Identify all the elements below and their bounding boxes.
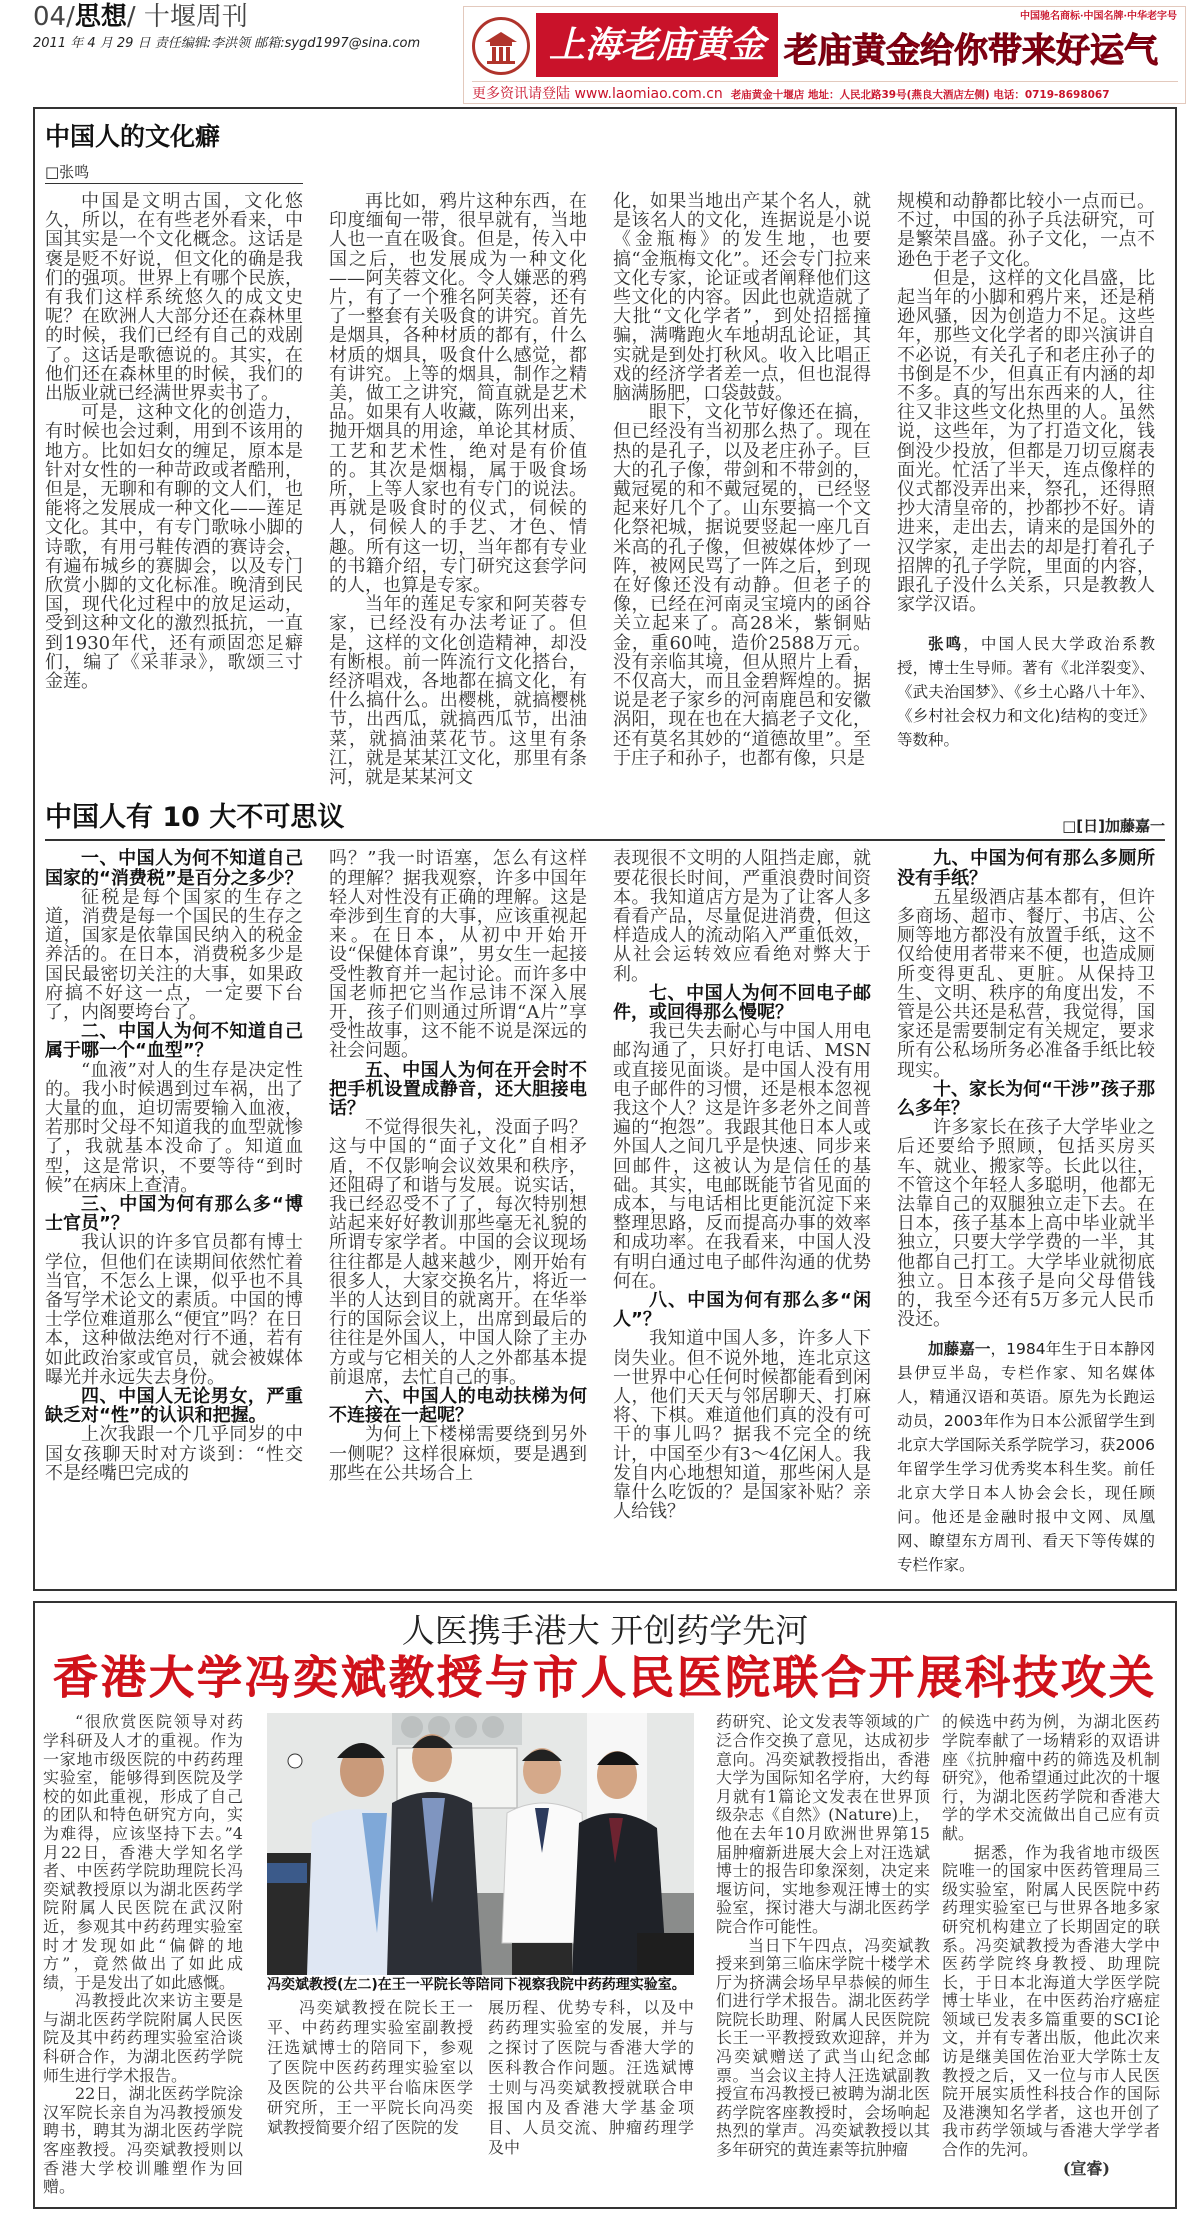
paragraph: (宣睿) <box>1062 2158 1110 2178</box>
page-number: 04/ <box>33 2 75 32</box>
section-heading: 一、中国人为何不知道自己国家的“消费税”是百分之多少？ <box>45 848 303 889</box>
temple-logo-icon <box>472 17 530 75</box>
article-column <box>613 192 871 768</box>
paragraph: 药研究、论文发表等领域的广泛合作交换了意见，达成初步意向。冯奕斌教授指出，香港大学为国际知名学府，大约每月就有1篇论文发表在世界顶级杂志《自然》(Nature)上，他在去年10月欧洲世界第15届肿瘤新进展大会上对汪选斌博士的报告印象深刻，决定来堰访问，实地参观汪博士的实验室，探讨港大与湖北医药学院合作可能性。 <box>716 1712 930 1936</box>
bio-text: ，中国人民大学政治系教授，博士生导师。著有《北洋裂变》、《武夫治国梦》、《乡土心路八十年》、《乡村社会权力和文化)结构的变迁》等数种。 <box>897 635 1155 750</box>
author-bio <box>897 1337 1155 1577</box>
article-column <box>43 1713 243 2196</box>
article-column <box>942 1713 1160 2178</box>
bio-name: 加藤嘉一 <box>928 1340 991 1359</box>
dateline: 2011 年 4 月 29 日 责任编辑:李洪领 邮箱:sygd1997@sina.com <box>33 36 421 51</box>
article-author: □[日]加藤嘉一 <box>1062 817 1165 836</box>
ad-website-link[interactable]: 更多资讯请登陆 www.laomiao.com.cn <box>472 86 723 102</box>
paragraph: 的候选中药为例，为湖北医药学院奉献了一场精彩的双语讲座《抗肿瘤中药的筛选及机制研究》，他希望通过此次的十堰行，为湖北医药学院和香港大学的学术交流做出自己应有贡献。 <box>942 1712 1160 1843</box>
paragraph: 征税是每个国家的生存之道，消费是每一个国民的生存之道，国家是依靠国民纳入的税金养活的。在日本，消费税多少是国民最密切关注的大事，如果政府搞不好这一点，一定要下台了，内阁要垮台了。 <box>45 886 303 1023</box>
paragraph: 我已失去耐心与中国人用电邮沟通了，只好打电话、MSN或直接见面谈。是中国人没有用电子邮件的习惯，还是根本忽视我这个人？这是许多老外之间普遍的“抱怨”。我跟其他日本人或外国人之间几乎是快速、同步来回邮件，这被认为是信任的基础。其实，电邮既能节省见面的成本，与电话相比更能沉淀下来整理思路，反而提高办事的效率和成功率。在我看来，中国人没有明白通过电子邮件沟通的优势何在。 <box>613 1021 871 1292</box>
section-heading: 九、中国为何有那么多厕所没有手纸？ <box>897 848 1155 889</box>
paragraph: 展历程、优势专科，以及中药药理实验室的发展，并与之探讨了医院与香港大学的医科教合作问题。汪选斌博士则与冯奕斌教授就联合申报国内及香港大学基金项目、人员交流、肿瘤药理学及中 <box>488 1998 694 2158</box>
photo-block <box>267 1713 694 2158</box>
article-culture <box>45 121 1165 787</box>
section-heading: 七、中国人为何不回电子邮件，或回得那么慢呢？ <box>613 982 871 1023</box>
paragraph: 再比如，鸦片这种东西，在印度缅甸一带，很早就有，当地人也一直在吸食。但是，传入中国之后，也发展成为一种文化——阿芙蓉文化。令人嫌恶的鸦片，有了一个雅名阿芙蓉，还有了一整套有关吸食的讲究。首先是烟具，各种材质的都有，什么材质的烟具，吸食什么感觉，都有讲究。上等的烟具，制作之精美，做工之讲究，简直就是艺术品。如果有人收藏，陈列出来，抛开烟具的用途，单论其材质、工艺和艺术性，绝对是有价值的。其次是烟榻，属于吸食场所，上等人家也有专门的说法。再就是吸食时的仪式，伺候的人，伺候人的手艺、才色、情趣。所有这一切，当年都有专业的书籍介绍，专门研究这套学问的人，也算是专家。 <box>329 191 587 597</box>
article-column <box>897 849 1155 1577</box>
article-hku-cooperation <box>43 1611 1167 2196</box>
ad-address: 老庙黄金十堰店 地址：人民北路39号(燕良大酒店左侧) 电话：0719-8698067 <box>730 89 1110 101</box>
article-frame-bottom <box>33 1601 1177 2208</box>
section-heading: 五、中国人为何在开会时不把手机设置成静音，还大胆接电话？ <box>329 1059 587 1119</box>
paragraph: 吗？”我一时语塞，怎么有这样的理解？据我观察，许多中国年轻人对性没有正确的理解。这是牵涉到生育的大事，应该重视起来。在日本，从初中开始开设“保健体育课”，男女生一起接受性教育并一起讨论。而许多中国老师把它当作忌讳不深入展开，孩子们则通过所谓“A片”享受性故事，这不能不说是深远的社会问题。 <box>329 848 587 1062</box>
paragraph: 表现很不文明的人阻挡走廊，就要花很长时间，严重浪费时间资本。我知道店方是为了让客人多看看产品，尽量促进消费，但这样造成人的流动陷入严重低效，从社会运转效应看绝对弊大于利。 <box>613 848 871 985</box>
article-column <box>329 192 587 787</box>
page-header <box>33 2 248 32</box>
news-photo <box>267 1713 694 1975</box>
section-heading: 四、中国人无论男女，严重缺乏对“性”的认识和把握。 <box>45 1385 303 1427</box>
paragraph: 为何上下楼梯需要绕到另外一侧呢？这样很麻烦，要是遇到那些在公共场合上 <box>329 1424 587 1484</box>
ad-tags: 中国驰名商标·中国名牌·中华老字号 <box>1020 11 1177 22</box>
paragraph: 22日，湖北医药学院涂汉军院长亲自为冯教授颁发聘书，聘其为湖北医药学院客座教授。冯奕斌教授则以香港大学校训雕塑作为回赠。 <box>43 2084 243 2197</box>
section-name: 思想 <box>74 2 127 32</box>
paragraph: 眼下，文化节好像还在搞，但已经没有当初那么热了。现在热的是孔子，以及老庄孙子。巨大的孔子像，带剑和不带剑的，戴冠冕的和不戴冠冕的，已经竖起来好几个了。山东要搞一个文化祭祀城，据说要竖起一座几百米高的孔子像，但被媒体炒了一阵，被网民骂了一阵之后，到现在好像还没有动静。但老子的像，已经在河南灵宝境内的函谷关立起来了。高28米，紫铜贴金，重60吨，造价2588万元。没有亲临其境，但从照片上看，不仅高大，而且金碧辉煌的。据说是老子家乡的河南鹿邑和安徽涡阳，现在也在大搞老子文化，还有莫名其妙的“道德故里”。至于庄子和孙子，也都有像，只是 <box>613 402 871 769</box>
paragraph: 当年的莲足专家和阿芙蓉专家，已经没有办法考证了。但是，这样的文化创造精神，却没有断根。前一阵流行文化搭台，经济唱戏，各地都在搞文化，有什么搞什么。出樱桃，就搞樱桃节，出西瓜，就搞西瓜节，出油菜，就搞油菜花节。这里有条江，就是某某江文化，那里有条河，就是某某河文 <box>329 594 587 789</box>
paragraph: 化，如果当地出产某个名人，就是该名人的文化，连据说是小说《金瓶梅》的发生地，也要搞“金瓶梅文化”。还会专门拉来文化专家，论证或者阐释他们这些文化的内容。因此也就造就了大批“文化学者”，到处招摇撞骗，满嘴跑火车地胡乱论证，其实就是到处打秋风。收入比唱正戏的经济学者差一点，但也混得脑满肠肥，口袋鼓鼓。 <box>613 191 871 405</box>
article-subtitle: 人医携手港大 开创药学先河 <box>401 1611 809 1651</box>
paper-name: / 十堰周刊 <box>126 2 248 32</box>
paragraph: “很欣赏医院领导对药学科研及人才的重视。作为一家地市级医院的中药药理实验室，能够得到医院及学校的如此重视，形成了自己的团队和特色研究方向，实为难得，应该坚持下去。”4月22日，香港大学知名学者、中医药学院助理院长冯奕斌教授原以为湖北医药学院附属人民医院在武汉附近，参观其中药药理实验室时才发现如此“偏僻的地方”，竟然做出了如此成绩，于是发出了如此感慨。 <box>43 1712 243 1992</box>
paragraph: 中国是文明古国，文化悠久，所以，在有些老外看来，中国其实是一个文化概念。这话是褒是贬不好说，但文化的确是我们的强项。世界上有哪个民族，有我们这样系统悠久的成文史呢？在欧洲人大部分还在森林里的时候，我们已经有自己的戏剧了。这话是歌德说的。其实，在他们还在森林里的时候，我们的出版业就已经满世界卖书了。 <box>45 191 303 405</box>
article-column <box>329 849 587 1483</box>
bio-text: ，1984年生于日本静冈县伊豆半岛，专栏作家、知名媒体人，精通汉语和英语。原先为长跑运动员，2003年作为日本公派留学生到北京大学国际关系学院学习，获2006年留学生学习优秀奖本科生奖。前任北京大学日本人协会会长，现任顾问。他还是金融时报中文网、凤凰网、瞭望东方周刊、看天下等传媒的专栏作家。 <box>897 1340 1155 1575</box>
article-column <box>45 849 303 1483</box>
paragraph: 我知道中国人多，许多人下岗失业。但不说外地，连北京这一世界中心任何时候都能看到闲人，他们天天与邻居聊天、打麻将、下棋。难道他们真的没有可干的事儿吗？据我不完全的统计，中国至少有3～4亿闲人。我发自内心地想知道，那些闲人是靠什么吃饭的？是国家补贴？亲人给钱？ <box>613 1328 871 1523</box>
section-heading: 八、中国为何有那么多“闲人”？ <box>613 1289 871 1331</box>
ad-brand: 上海老庙黄金 <box>536 13 778 77</box>
article-column <box>613 849 871 1521</box>
section-heading: 二、中国人为何不知道自己属于哪一个“血型”？ <box>45 1021 303 1062</box>
article-title: 香港大学冯奕斌教授与市人民医院联合开展科技攻关 <box>52 1651 1157 1705</box>
section-heading: 六、中国人的电动扶梯为何不连接在一起呢？ <box>329 1385 587 1427</box>
article-header <box>45 801 1165 841</box>
ad-slogan: 老庙黄金给你带来好运气 <box>784 31 1158 71</box>
photo-caption: 冯奕斌教授(左二)在王一平院长等陪同下视察我院中药药理实验室。 <box>267 1977 686 1994</box>
paragraph: 可是，这种文化的创造力，有时候也会过剩，用到不该用的地方。比如妇女的缠足，原本是针对女性的一种苛政或者酷刑，但是，无聊和有聊的文人们，也能将之发展成一种文化——莲足文化。其中，有专门歌咏小脚的诗歌，有用弓鞋传酒的赛诗会，有遍布城乡的赛脚会，以及专门欣赏小脚的文化标准。晚清到民国，现代化过程中的放足运动，受到这种文化的激烈抵抗，一直到1930年代，还有顽固恋足癖们，编了《采菲录》，歌颂三寸金莲。 <box>45 402 303 693</box>
article-frame-top <box>33 107 1177 1591</box>
article-author: □张鸣 <box>45 163 303 184</box>
bio-name: 张鸣 <box>928 635 964 654</box>
paragraph: “血液”对人的生存是决定性的。我小时候遇到过车祸，出了大量的血，迫切需要输入血液，若那时父母不知道我的血型就惨了，我就基本没命了。知道血型，这是常识，不要等待“到时候”在病床上查清。 <box>45 1059 303 1196</box>
ad-banner[interactable] <box>463 6 1186 104</box>
paragraph: 冯教授此次来访主要是与湖北医药学院附属人民医院及其中药药理实验室洽谈科研合作，为湖北医药学院师生进行学术报告。 <box>43 1991 243 2085</box>
paragraph: 但是，这样的文化昌盛，比起当年的小脚和鸦片来，还是稍逊风骚，因为创造力不足。这些年，那些文化学者的即兴演讲自不必说，有关孔子和老庄孙子的书倒是不少，但真正有内涵的却不多。真的写出东西来的人，往往又非这些文化热里的人。虽然说，这些年，为了打造文化，钱倒没少投放，但都是刀切豆腐表面光。忙活了半天，连点像样的仪式都没弄出来，祭孔，还得照抄大清皇帝的，抄都抄不好。请进来，走出去，请来的是国外的汉学家，走出去的却是打着孔子招牌的孔子学院，里面的内容，跟孔子没什么关系，只是教教人家学汉语。 <box>897 267 1155 616</box>
article-ten-wonders <box>45 801 1165 1577</box>
paragraph: 冯奕斌教授在院长王一平、中药药理实验室副教授汪选斌博士的陪同下，参观了医院中医药药理实验室以及医院的公共平台临床医学研究所，王一平院长向冯奕斌教授简要介绍了医院的发 <box>267 1998 473 2138</box>
paragraph: 当日下午四点，冯奕斌教授来到第三临床学院十楼学术厅为挤满会场早早恭候的师生们进行学术报告。湖北医药学院院长助理、附属人民医院院长王一平教授致欢迎辞，并为冯奕斌赠送了武当山纪念邮票。当会议主持人汪选斌副教授宣布冯教授已被聘为湖北医药学院客座教授时，会场响起热烈的掌声。冯奕斌教授以其多年研究的黄连素等抗肿瘤 <box>716 1935 930 2160</box>
article-column <box>897 192 1155 752</box>
article-column <box>267 1998 473 2158</box>
article-column <box>488 1998 694 2158</box>
paragraph: 上次我跟一个几乎同岁的中国女孩聊天时对方谈到：“性交不是经嘴巴完成的 <box>45 1424 303 1484</box>
paragraph: 规模和动静都比较小一点而已。不过，中国的孙子兵法研究，可是繁荣昌盛。孙子文化，一点不逊色于老子文化。 <box>897 191 1155 270</box>
article-title: 中国人的文化癖 <box>45 122 221 151</box>
article-column <box>716 1713 930 2159</box>
article-column <box>45 192 303 691</box>
paragraph: 据悉，作为我省地市级医院唯一的国家中医药管理局三级实验室，附属人民医院中药药理实验室已与世界各地多家研究机构建立了长期固定的联系。冯奕斌教授为香港大学中医药学院终身教授、助理院长，于日本北海道大学医学院博士毕业，在中医药治疗癌症领域已发表多篇重要的SCI论文，并有专著出版，他此次来访是继美国佐治亚大学陈士友教授之后，又一位与市人民医院开展实质性科技合作的国际及港澳知名学者，这也开创了我市药学领域与香港大学学者合作的先河。 <box>942 1842 1160 2160</box>
author-bio <box>897 632 1155 752</box>
ad-footer <box>472 81 1178 104</box>
paragraph: 不觉得很失礼，没面子吗？这与中国的“面子文化”自相矛盾，不仅影响会议效果和秩序，还阻碍了和谐与发展。说实话，我已经忍受不了了，每次特别想站起来好好教训那些毫无礼貌的所谓专家学者。中国的会议现场往往都是人越来越少，刚开始有很多人，大家交换名片，将近一半的人达到目的就离开。在华举行的国际会议上，出席到最后的往往是外国人，中国人除了主办方或与它相关的人之外都基本提前退席，去忙自己的事。 <box>329 1117 587 1388</box>
masthead <box>0 0 1200 107</box>
section-heading: 十、家长为何“干涉”孩子那么多年？ <box>897 1078 1155 1119</box>
paragraph: 五星级酒店基本都有，但许多商场、超市、餐厅、书店、公厕等地方都没有放置手纸，这不仅给使用者带来不便，也造成厕所变得更乱、更脏。从保持卫生、文明、秩序的角度出发，不管是公共还是私营，我觉得，国家还是需要制定有关规定，要求所有公私场所务必准备手纸比较现实。 <box>897 886 1155 1081</box>
article-title: 中国人有 10 大不可思议 <box>45 802 345 834</box>
paragraph: 我认识的许多官员都有博士学位，但他们在读期间依然忙着当官，不怎么上课，似乎也不具备写学术论文的素质。中国的博士学位难道那么“便宜”吗？在日本，这种做法绝对行不通，若有如此政治家或官员，就会被媒体曝光并永远失去身份。 <box>45 1232 303 1388</box>
section-heading: 三、中国为何有那么多“博士官员”？ <box>45 1193 303 1235</box>
paragraph: 许多家长在孩子大学毕业之后还要给予照顾，包括买房买车、就业、搬家等。长此以往，不管这个年轻人多聪明，他都无法靠自己的双腿独立走下去。在日本，孩子基本上高中毕业就半独立，只要大学学费的一半，其他都自己打工。大学毕业就彻底独立。日本孩子是向父母借钱的，我至今还有5万多元人民币没还。 <box>897 1117 1155 1331</box>
